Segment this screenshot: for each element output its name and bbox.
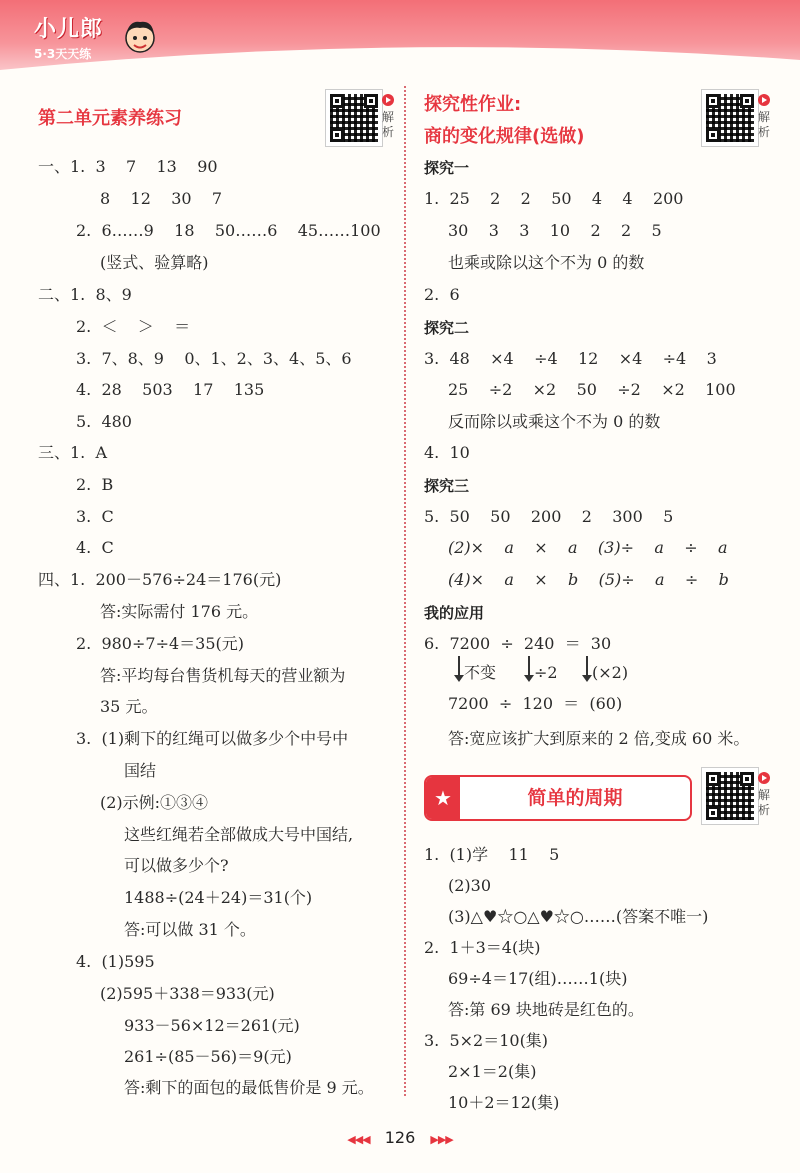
answer-line: 二、1. 8、9: [38, 285, 132, 304]
banner-title: 简单的周期: [527, 787, 623, 809]
answer-line: 4. 28 503 17 135: [76, 380, 265, 399]
answer-line: 也乘或除以这个不为 0 的数: [448, 253, 645, 272]
section-banner: [424, 775, 692, 821]
answer-line: 25 ÷2 ×2 50 ÷2 ×2 100: [448, 380, 736, 399]
qr-code-banner[interactable]: [702, 768, 758, 824]
page-number: 126: [384, 1128, 416, 1147]
down-arrow-icon: [528, 656, 530, 678]
answer-line: 2×1＝2(集): [448, 1062, 537, 1081]
answer-line: 2. 980÷7÷4＝35(元): [76, 634, 244, 653]
answer-line: 3. (1)剩下的红绳可以做多少个中号中: [76, 729, 349, 748]
answer-line: 国结: [124, 761, 157, 780]
answer-line: 1488÷(24＋24)＝31(个): [124, 888, 313, 907]
answer-line: 5. 50 50 200 2 300 5: [424, 507, 674, 526]
answer-line: 69÷4＝17(组)……1(块): [448, 969, 628, 988]
next-page-icon[interactable]: ▶▶▶: [430, 1133, 453, 1146]
answer-line: 答:可以做 31 个。: [124, 920, 256, 939]
answer-line: 2. 1＋3＝4(块): [424, 938, 541, 957]
explore-heading: 探究三: [424, 477, 470, 495]
page-footer: [0, 1128, 800, 1147]
answer-line: (2)示例:①③④: [100, 793, 209, 812]
explore-heading: 探究一: [424, 159, 470, 177]
play-icon: [758, 772, 770, 784]
answer-line: 5. 480: [76, 412, 132, 431]
logo: [34, 12, 103, 62]
answer-line: 2. 6: [424, 285, 460, 304]
arrow-note: (×2): [592, 663, 629, 682]
answer-line: 2. 6……9 18 50……6 45……100: [76, 221, 381, 240]
mascot-icon: [120, 16, 160, 60]
left-section-title: 第二单元素养练习: [38, 108, 182, 129]
answer-line: 3. 7、8、9 0、1、2、3、4、5、6: [76, 349, 352, 368]
qr-label: 解析: [382, 110, 395, 139]
brand-sub: 5·3天天练: [34, 47, 92, 61]
answer-line: 35 元。: [100, 697, 158, 716]
down-arrow-icon: [458, 656, 460, 678]
answer-line: (2)595＋338＝933(元): [100, 984, 275, 1003]
qr-code-right[interactable]: [702, 90, 758, 146]
answer-line: 反而除以或乘这个不为 0 的数: [448, 412, 661, 431]
arrow-note: ÷2: [534, 663, 558, 682]
answer-line: 一、1. 3 7 13 90: [38, 157, 218, 176]
qr-label: 解析: [758, 788, 771, 817]
answer-line: 6. 7200 ÷ 240 ＝ 30: [424, 634, 612, 653]
explore-heading: 探究二: [424, 319, 470, 337]
answer-line: 三、1. A: [38, 443, 107, 462]
answer-line: 这些红绳若全部做成大号中国结,: [124, 825, 354, 844]
answer-line: 可以做多少个?: [124, 856, 229, 875]
answer-line: (2)× a × a (3)÷ a ÷ a: [448, 538, 728, 557]
brand-text: 小儿郎: [34, 17, 104, 42]
answer-line: 2. B: [76, 475, 114, 494]
prev-page-icon[interactable]: ◀◀◀: [347, 1133, 370, 1146]
answer-line: 4. C: [76, 538, 114, 557]
play-icon: [382, 94, 394, 106]
answer-line: 答:实际需付 176 元。: [100, 602, 259, 621]
down-arrow-icon: [586, 656, 588, 678]
application-heading: 我的应用: [424, 604, 485, 622]
answer-line: 答:剩下的面包的最低售价是 9 元。: [124, 1078, 374, 1097]
right-section-subtitle: 商的变化规律(选做): [424, 126, 585, 147]
answer-line: 1. (1)学 11 5: [424, 845, 560, 864]
qr-code-left[interactable]: [326, 90, 382, 146]
answer-line: 4. 10: [424, 443, 470, 462]
answer-line: 30 3 3 10 2 2 5: [448, 221, 662, 240]
answer-line: 8 12 30 7: [100, 189, 223, 208]
answer-line: 答:第 69 块地砖是红色的。: [448, 1000, 644, 1019]
answer-line: 933－56×12＝261(元): [124, 1016, 300, 1035]
answer-line: 四、1. 200－576÷24＝176(元): [38, 570, 282, 589]
answer-line: (竖式、验算略): [100, 253, 209, 272]
answer-line: (2)30: [448, 876, 492, 895]
answer-line: 3. 48 ×4 ÷4 12 ×4 ÷4 3: [424, 349, 717, 368]
star-icon: ★: [426, 777, 460, 819]
answer-line: 3. 5×2＝10(集): [424, 1031, 549, 1050]
answer-line: (3)△♥☆○△♥☆○……(答案不唯一): [448, 907, 709, 926]
answer-line: 答:宽应该扩大到原来的 2 倍,变成 60 米。: [448, 729, 750, 748]
answer-line: 7200 ÷ 120 ＝ (60): [448, 694, 623, 713]
answer-line: 4. (1)595: [76, 952, 155, 971]
qr-label: 解析: [758, 110, 771, 139]
play-icon: [758, 94, 770, 106]
answer-line: 1. 25 2 2 50 4 4 200: [424, 189, 684, 208]
answer-line: 261÷(85－56)＝9(元): [124, 1047, 292, 1066]
right-section-title: 探究性作业:: [424, 94, 522, 115]
answer-line: 答:平均每台售货机每天的营业额为: [100, 666, 346, 685]
answer-line: 10＋2＝12(集): [448, 1093, 560, 1112]
arrow-note: 不变: [464, 663, 497, 682]
answer-line: 2. ＜ ＞ ＝: [76, 317, 191, 336]
answer-line: 3. C: [76, 507, 114, 526]
column-divider: [404, 86, 406, 1096]
answer-line: (4)× a × b (5)÷ a ÷ b: [448, 570, 729, 589]
